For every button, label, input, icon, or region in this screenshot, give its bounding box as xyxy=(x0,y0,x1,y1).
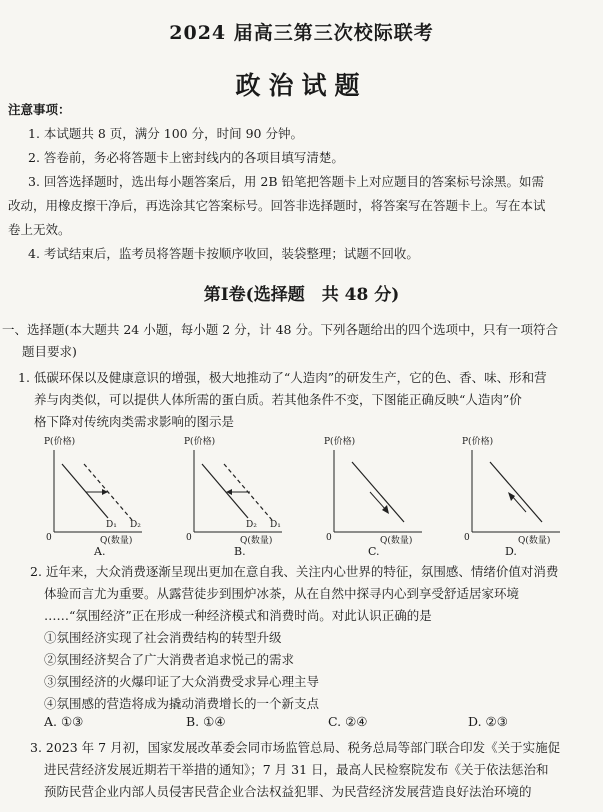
curve-d1 xyxy=(62,464,108,518)
notice-item: 2. 答卷前，务必将答题卡上密封线内的各项目填写清楚。 xyxy=(28,150,344,165)
question-1-stem: 格下降对传统肉类需求影响的图示是 xyxy=(34,414,235,429)
subject-title: 政治试题 xyxy=(235,71,368,100)
figure-a-label: A. xyxy=(94,545,106,558)
notice-heading: 注意事项： xyxy=(8,102,71,117)
statement-3: ③氛围经济的火爆印证了大众消费受求异心理主导 xyxy=(44,674,320,689)
question-2-stem: ……“氛围经济”正在形成一种经济模式和消费时尚。对此认识正确的是 xyxy=(44,608,432,623)
section-instruction-continued: 题目要求) xyxy=(22,344,77,359)
section-instruction: 一、选择题(本大题共 24 小题，每小题 2 分，计 48 分。下列各题给出的四个选项中，只有一项符合 xyxy=(2,322,558,337)
demand-graph-b xyxy=(182,434,287,559)
q-axis-label: Q(数量) xyxy=(100,536,133,546)
figure-b-label: B. xyxy=(234,545,246,558)
figure-d xyxy=(460,434,565,559)
q-axis-label: Q(数量) xyxy=(518,536,551,546)
question-1-stem: 1. 低碳环保以及健康意识的增强，极大地推动了“人造肉”的研发生产，它的色、香、味、形和营 xyxy=(18,370,547,385)
statement-2: ②氛围经济契合了广大消费者追求悦己的需求 xyxy=(44,652,295,667)
curve-label: D₂ xyxy=(246,520,257,530)
question-2-stem: 2. 近年来，大众消费逐渐呈现出更加在意自我、关注内心世界的特征，氛围感、情绪价值对消费 xyxy=(30,564,559,579)
question-1-stem: 养与肉类似，可以提供人体所需的蛋白质。若其他条件不变，下图能正确反映“人造肉”价 xyxy=(34,392,522,407)
figure-c xyxy=(322,434,427,559)
section-title: 第Ⅰ卷(选择题 共 48 分) xyxy=(203,285,400,305)
origin-label: 0 xyxy=(46,533,52,543)
option-c: C. ②④ xyxy=(328,714,368,729)
option-d: D. ②③ xyxy=(468,714,508,729)
curve-d2 xyxy=(202,464,248,518)
figure-d-label: D. xyxy=(505,545,517,558)
option-a: A. ①③ xyxy=(44,714,84,729)
curve-label: D₂ xyxy=(130,520,141,530)
demand-curve xyxy=(352,462,404,522)
demand-graph-a xyxy=(42,434,147,559)
notice-item: 1. 本试题共 8 页，满分 100 分，时间 90 分钟。 xyxy=(28,126,303,141)
curve-label: D₁ xyxy=(106,520,117,530)
notice-item-continued: 改动，用橡皮擦干净后，再选涂其它答案标号。回答非选择题时，将答案写在答题卡上。写在本试 xyxy=(8,198,546,213)
curve-label: D₁ xyxy=(270,520,281,530)
q-axis-label: Q(数量) xyxy=(380,536,413,546)
statement-1: ①氛围经济实现了社会消费结构的转型升级 xyxy=(44,630,282,645)
question-3-stem: 进民营经济发展近期若干举措的通知》；7 月 31 日，最高人民检察院发布《关于依法惩治和 xyxy=(44,762,549,777)
figure-a xyxy=(42,434,147,559)
shift-arrowhead xyxy=(102,489,108,495)
question-2-stem: 体验而言尤为重要。从露营徒步到围炉冰茶，从在自然中探寻内心到享受舒适居家环境 xyxy=(44,586,520,601)
question-3-stem: 3. 2023 年 7 月初，国家发展改革委会同市场监管总局、税务总局等部门联合印发《关于实施促 xyxy=(30,740,561,755)
q-axis-label: Q(数量) xyxy=(240,536,273,546)
notice-item: 3. 回答选择题时，选出每小题答案后，用 2B 铅笔把答题卡上对应题目的答案标号涂黑。如需 xyxy=(28,174,544,189)
origin-label: 0 xyxy=(464,533,470,543)
movement-arrow xyxy=(370,492,386,510)
origin-label: 0 xyxy=(186,533,192,543)
movement-arrow xyxy=(512,496,526,512)
p-axis-label: P(价格) xyxy=(324,437,356,447)
p-axis-label: P(价格) xyxy=(462,437,494,447)
question-3-stem: 预防民营企业内部人员侵害民营企业合法权益犯罪、为民营经济发展营造良好法治环境的 xyxy=(44,784,532,799)
exam-title: 2024 届高三第三次校际联考 xyxy=(169,22,434,44)
movement-arrowhead xyxy=(508,492,515,501)
figure-b xyxy=(182,434,287,559)
demand-graph-d xyxy=(460,434,565,559)
p-axis-label: P(价格) xyxy=(184,437,216,447)
option-b: B. ①④ xyxy=(186,714,226,729)
p-axis-label: P(价格) xyxy=(44,437,76,447)
notice-item-continued: 卷上无效。 xyxy=(8,222,71,237)
origin-label: 0 xyxy=(326,533,332,543)
demand-curve xyxy=(490,462,542,522)
demand-graph-c xyxy=(322,434,427,559)
statement-4: ④氛围感的营造将成为撬动消费增长的一个新支点 xyxy=(44,696,320,711)
notice-item: 4. 考试结束后，监考员将答题卡按顺序收回，装袋整理；试题不回收。 xyxy=(28,246,419,261)
figure-c-label: C. xyxy=(368,545,380,558)
